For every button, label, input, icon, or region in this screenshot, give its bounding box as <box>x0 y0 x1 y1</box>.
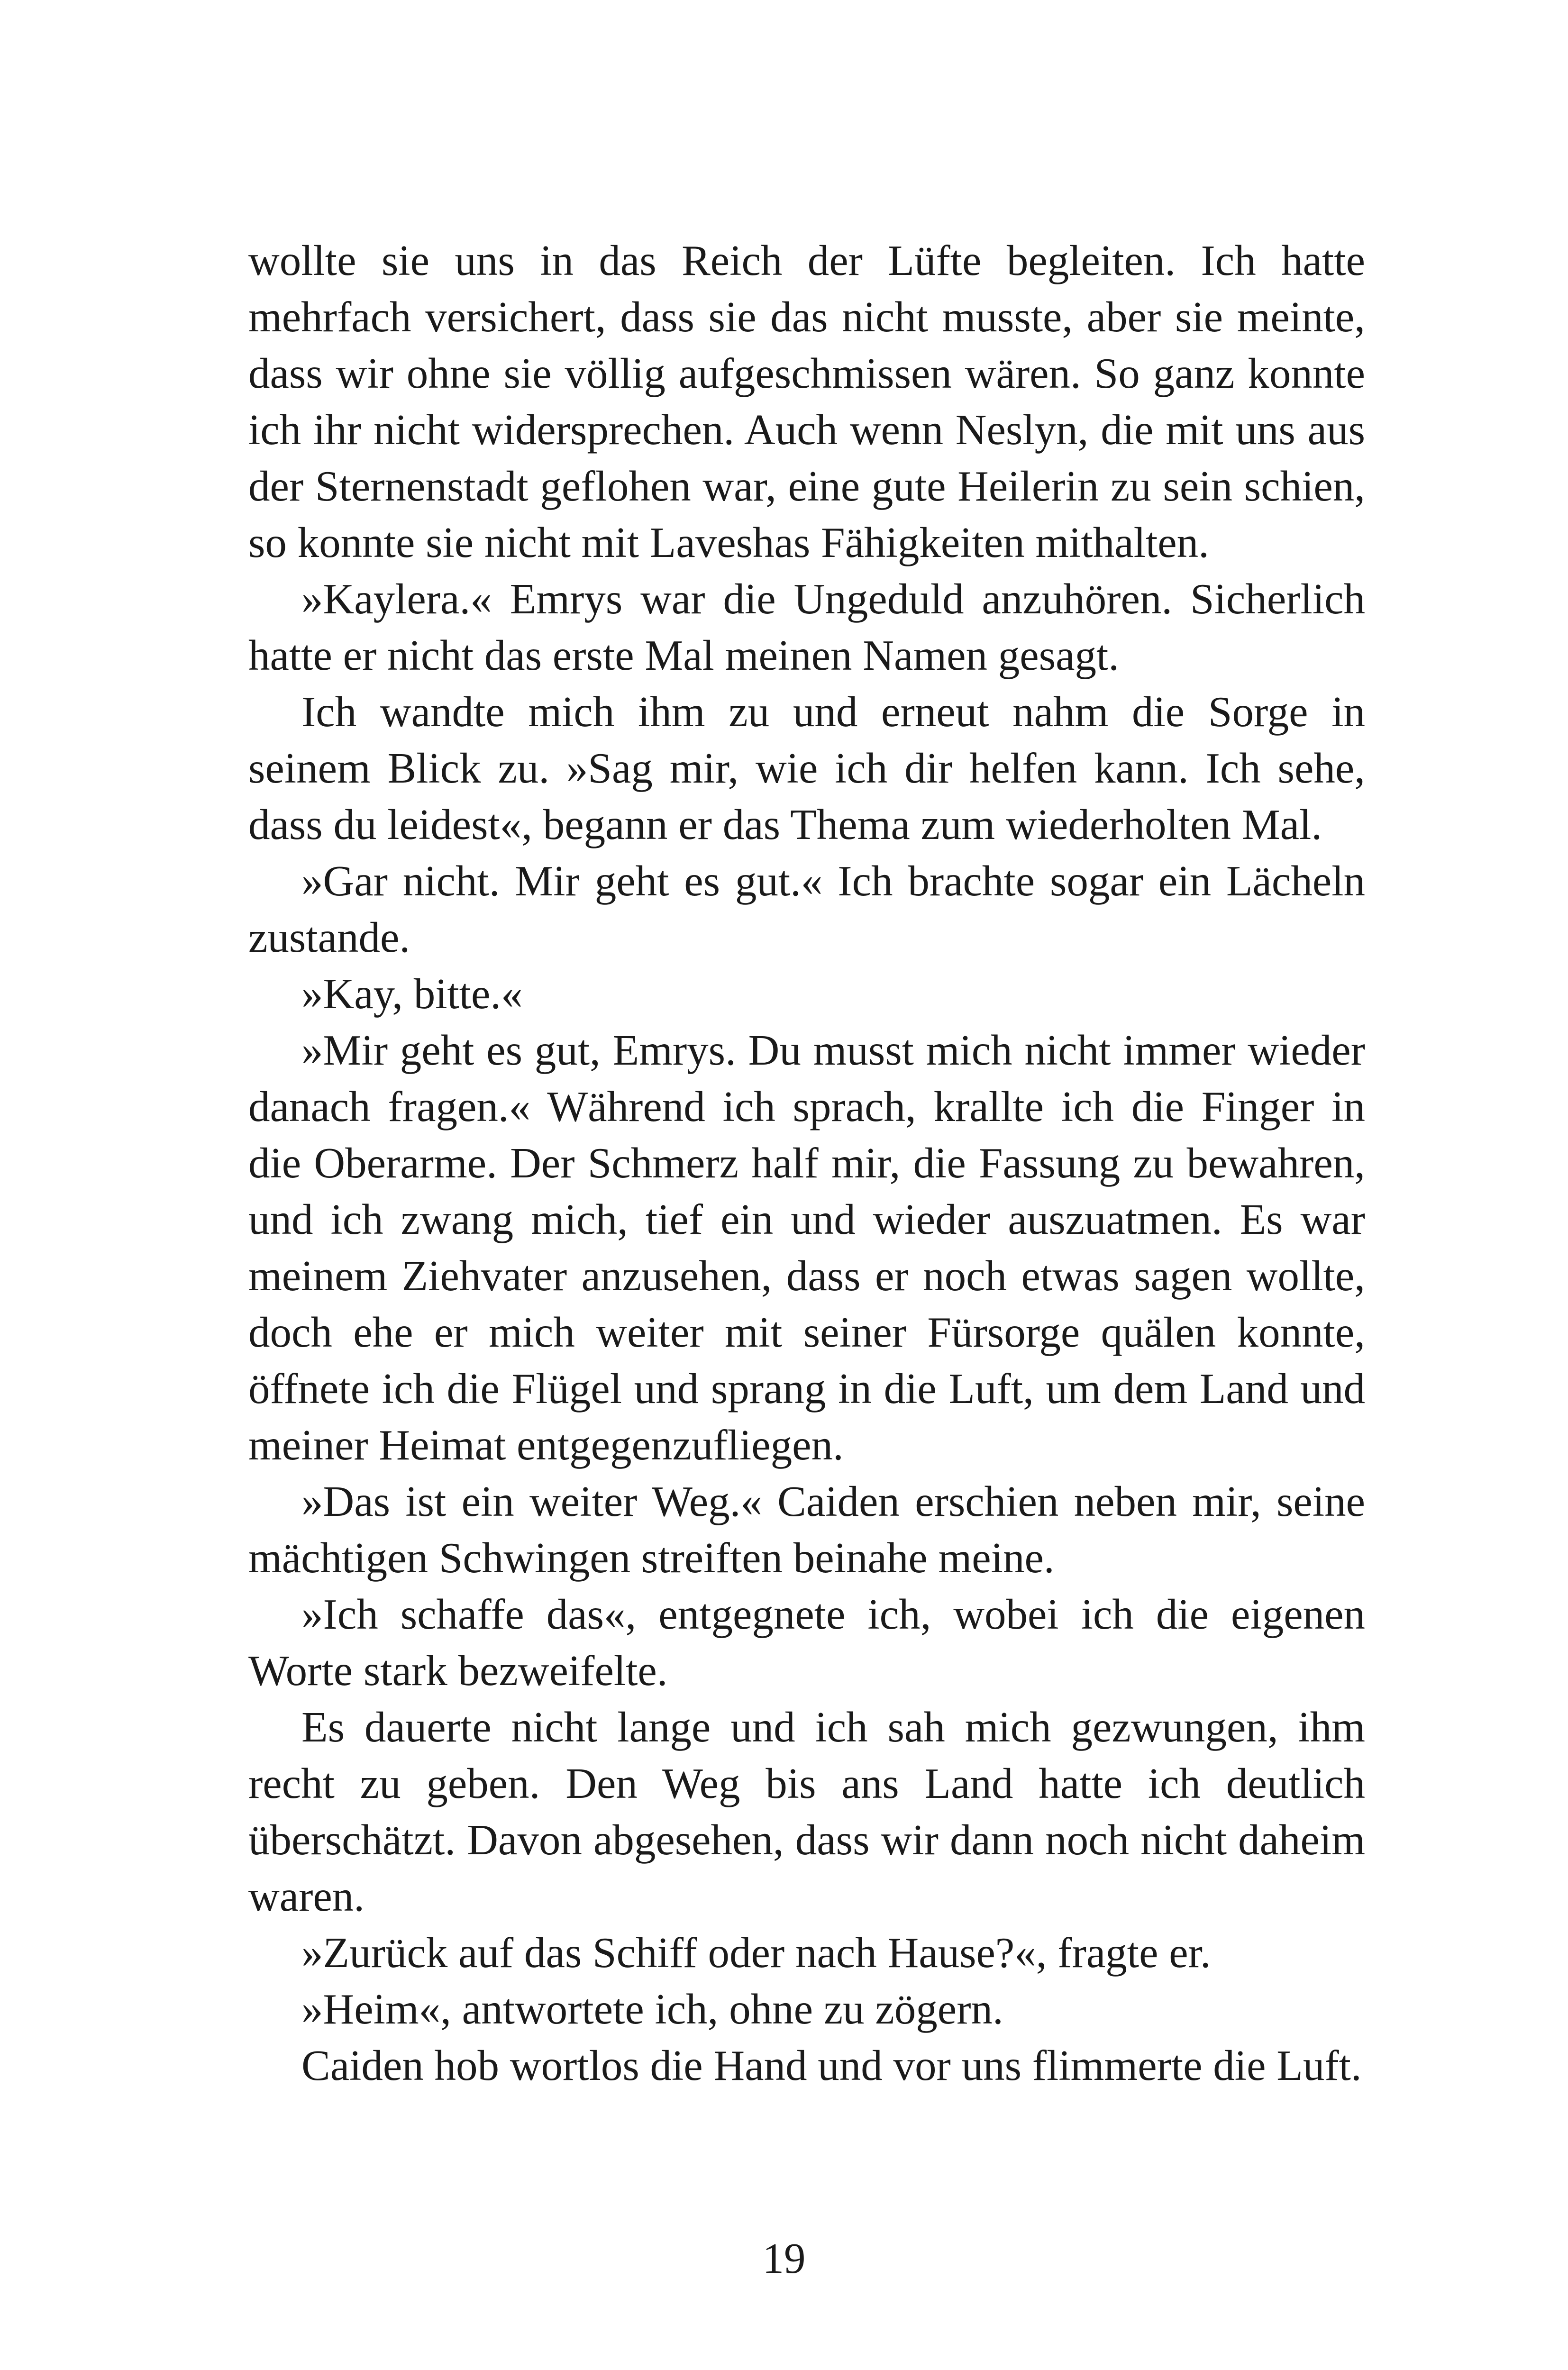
paragraph: wollte sie uns in das Reich der Lüfte begleiten. Ich hatte mehrfach versichert, dass sie das nicht musste, aber sie meinte, dass wir ohne sie völlig aufgeschmissen wären. So ganz konnte ich ihr nicht widersprechen. Auch wenn Neslyn, die mit uns aus der Sternenstadt geflohen war, eine gute Heilerin zu sein schien, so konnte sie nicht mit Laveshas Fähigkeiten mithalten. <box>248 237 1365 566</box>
paragraph: »Mir geht es gut, Emrys. Du musst mich nicht immer wieder danach fragen.« Während ich sprach, krallte ich die Finger in die Oberarme. Der Schmerz half mir, die Fassung zu bewahren, und ich zwang mich, tief ein und wieder auszuatmen. Es war meinem Ziehvater anzusehen, dass er noch etwas sagen wollte, doch ehe er mich weiter mit seiner Fürsorge quälen konnte, öffnete ich die Flügel und sprang in die Luft, um dem Land und meiner Heimat entgegenzufliegen. <box>248 1026 1365 1469</box>
paragraph: »Gar nicht. Mir geht es gut.« Ich brachte sogar ein Lächeln zustande. <box>248 857 1365 961</box>
paragraph: »Ich schaffe das«, entgegnete ich, wobei ich die eigenen Worte stark bezweifelte. <box>248 1590 1365 1695</box>
body-text <box>248 232 1365 2094</box>
paragraph: »Kay, bitte.« <box>301 970 523 1018</box>
paragraph: Ich wandte mich ihm zu und erneut nahm die Sorge in seinem Blick zu. »Sag mir, wie ich dir helfen kann. Ich sehe, dass du leidest«, begann er das Thema zum wiederholten Mal. <box>248 688 1365 848</box>
page-number: 19 <box>762 2234 806 2282</box>
paragraph: »Kaylera.« Emrys war die Ungeduld anzuhören. Sicherlich hatte er nicht das erste Mal meinen Namen gesagt. <box>248 575 1365 679</box>
paragraph: Caiden hob wortlos die Hand und vor uns flimmerte die Luft. <box>301 2042 1362 2089</box>
paragraph: Es dauerte nicht lange und ich sah mich gezwungen, ihm recht zu geben. Den Weg bis ans Land hatte ich deutlich überschätzt. Davon abgesehen, dass wir dann noch nicht daheim waren. <box>248 1703 1365 1920</box>
paragraph: »Heim«, antwortete ich, ohne zu zögern. <box>301 1985 1003 2033</box>
paragraph: »Zurück auf das Schiff oder nach Hause?«, fragte er. <box>301 1929 1211 1977</box>
paragraph: »Das ist ein weiter Weg.« Caiden erschien neben mir, seine mächtigen Schwingen streiften beinahe meine. <box>248 1477 1365 1582</box>
